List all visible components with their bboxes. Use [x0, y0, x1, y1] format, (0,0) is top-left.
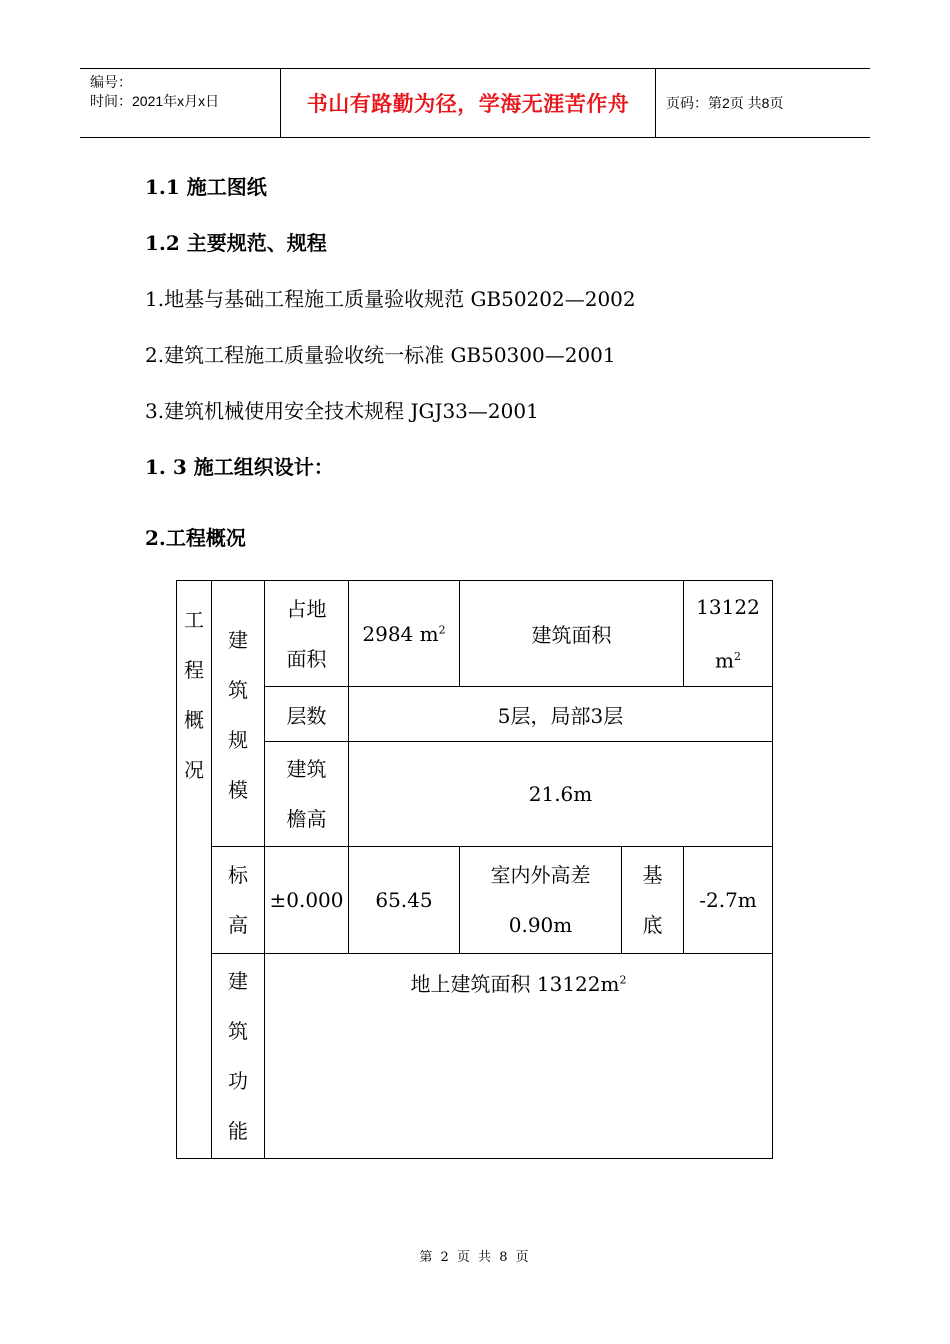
header-motto: 书山有路勤为径，学海无涯苦作舟 [280, 69, 656, 137]
elevation-label: 标 高 [212, 847, 265, 954]
zero-elevation-label: ±0.000 [265, 847, 349, 954]
scale-label: 建 筑 规 模 [212, 581, 265, 847]
land-area-label: 占地 面积 [265, 581, 349, 687]
floors-label: 层数 [265, 687, 349, 742]
page-footer: 第 2 页 共 8 页 [419, 1250, 531, 1265]
project-overview-table [176, 580, 773, 1159]
floors-value: 5层，局部3层 [349, 687, 773, 742]
land-area-value: 2984 $m^2$ [349, 581, 460, 687]
eave-label: 建筑 檐高 [265, 742, 349, 847]
building-area-value: 13122 $m^2$ [684, 581, 773, 687]
list-item-1: 1.地基与基础工程施工质量验收规范 GB50202—2002 [145, 287, 636, 311]
heading-1-1: 1.1 施工图纸 [145, 175, 267, 199]
overview-label: 工 程 概 况 [177, 581, 212, 1159]
eave-value: 21.6m [349, 742, 773, 847]
base-value: -2.7m [684, 847, 773, 954]
header-page: 页码：第2页 共8页 [666, 95, 784, 111]
heading-2: 2.工程概况 [145, 526, 246, 550]
base-label: 基 底 [622, 847, 684, 954]
list-item-2: 2.建筑工程施工质量验收统一标准 GB50300—2001 [145, 343, 616, 367]
header-date: 时间：2021年x月x日 [90, 93, 220, 109]
header-number: 编号： [90, 74, 132, 90]
heading-1-2: 1.2 主要规范、规程 [145, 231, 327, 255]
zero-elevation-value: 65.45 [349, 847, 460, 954]
function-value: 地上建筑面积 $13122m^2$ [265, 954, 773, 1159]
page-header [80, 68, 870, 138]
function-label: 建 筑 功 能 [212, 954, 265, 1159]
header-meta [80, 69, 280, 137]
indoor-outdoor-diff: 室内外高差 0.90m [460, 847, 622, 954]
list-item-3: 3.建筑机械使用安全技术规程 JGJ33—2001 [145, 399, 539, 423]
heading-1-3: 1. 3 施工组织设计： [145, 455, 334, 479]
building-area-label: 建筑面积 [460, 581, 684, 687]
